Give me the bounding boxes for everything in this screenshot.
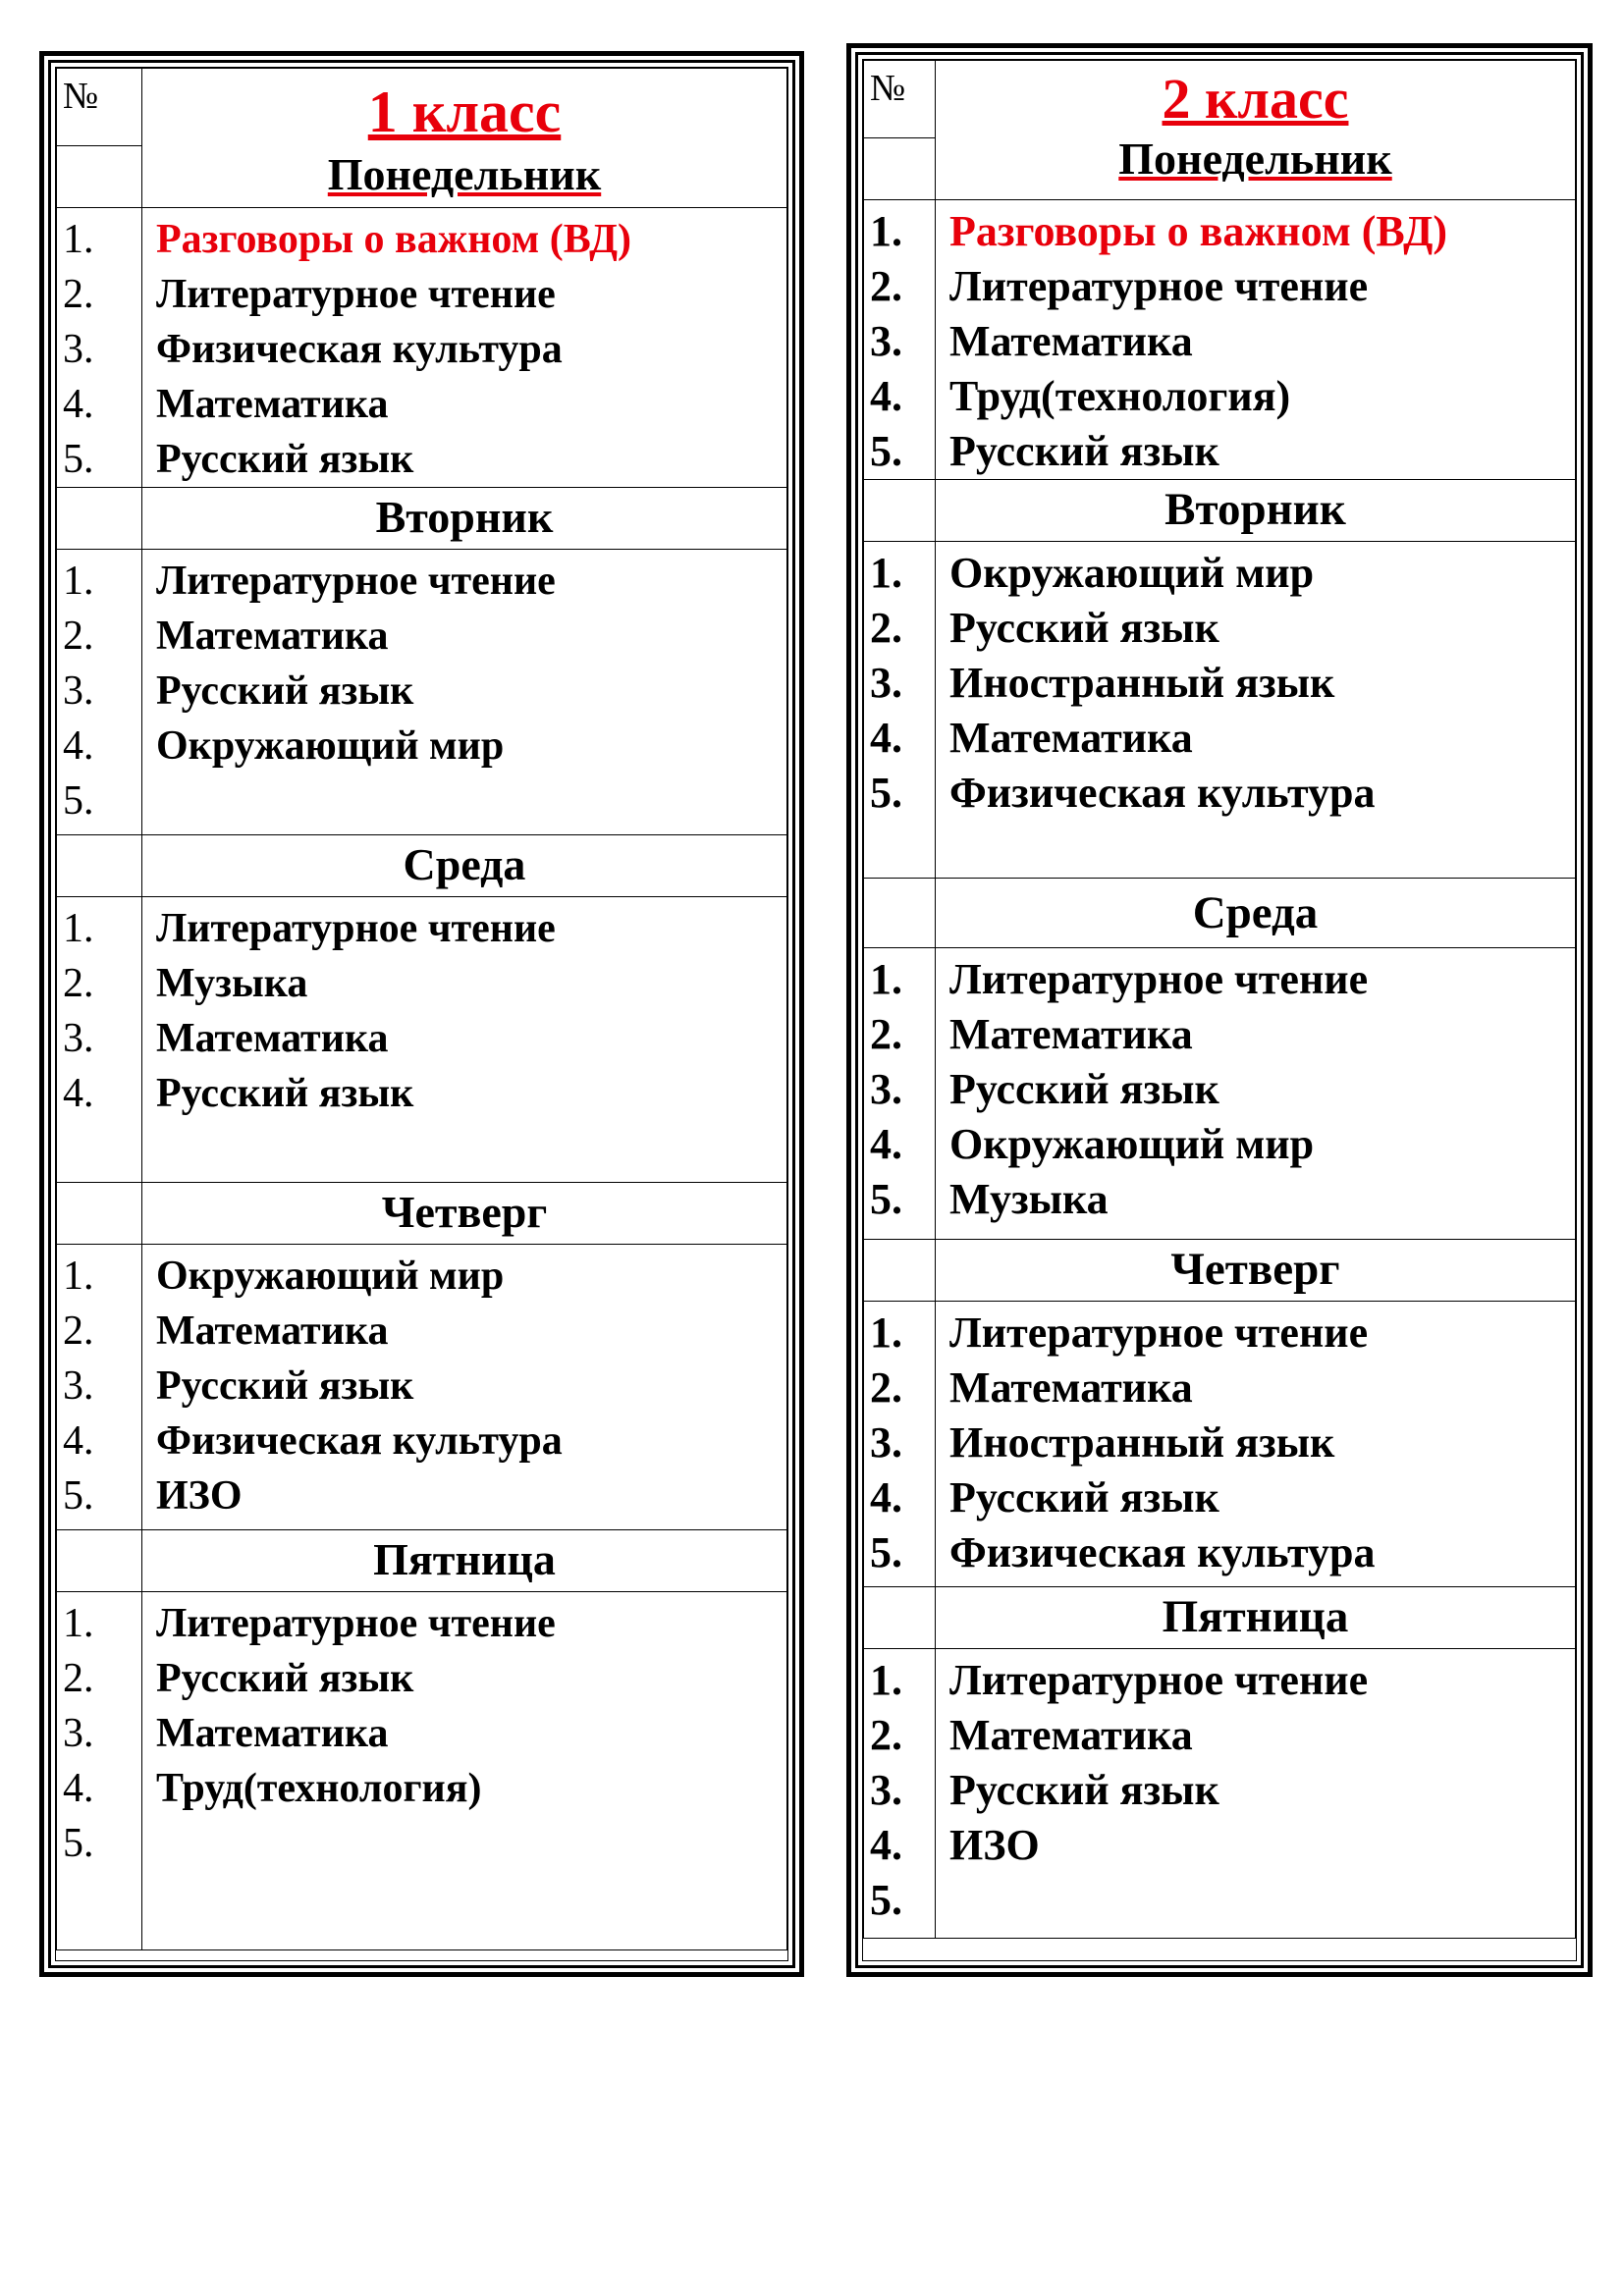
empty-cell [57, 488, 142, 550]
lesson-numbers [57, 1592, 142, 1950]
lesson-number: 3. [63, 1016, 94, 1061]
lesson-item: Математика [156, 382, 389, 427]
lesson-number: 5. [870, 1175, 902, 1223]
lesson-item: Окружающий мир [949, 1120, 1315, 1168]
lesson-list [936, 948, 1576, 1240]
lesson-number: 3. [63, 668, 94, 714]
lesson-item: Русский язык [156, 1656, 414, 1701]
lesson-list [142, 1592, 787, 1950]
lesson-number: 3. [63, 1711, 94, 1756]
lesson-item: Математика [156, 1016, 389, 1061]
day-title: Понедельник [327, 149, 602, 199]
lesson-numbers [864, 200, 936, 480]
empty-cell [864, 1587, 936, 1649]
lesson-number: 4. [63, 1071, 94, 1116]
lesson-number: 1. [870, 207, 902, 255]
lesson-item: Литературное чтение [949, 1308, 1369, 1357]
lesson-item: Окружающий мир [949, 549, 1315, 597]
lesson-numbers [864, 948, 936, 1240]
class-title-text: 1 класс [367, 80, 562, 144]
day-title: Пятница [142, 1530, 787, 1592]
lesson-number: 3. [63, 1363, 94, 1409]
lesson-numbers [57, 897, 142, 1183]
lesson-number: 5. [870, 1876, 902, 1924]
day-title: Четверг [936, 1240, 1576, 1302]
lesson-item: Литературное чтение [949, 262, 1369, 310]
lesson-number: 1. [870, 549, 902, 597]
lesson-number: 5. [870, 769, 902, 817]
lesson-number: 5. [63, 437, 94, 482]
lesson-number: 3. [870, 659, 902, 707]
lesson-list [142, 897, 787, 1183]
class-title [142, 69, 787, 208]
lesson-item: Иностранный язык [949, 1418, 1335, 1467]
lesson-item: Физическая культура [156, 1418, 563, 1464]
lesson-item: Иностранный язык [949, 659, 1335, 707]
lesson-number: 3. [870, 1065, 902, 1113]
lesson-number: 5. [63, 778, 94, 824]
lesson-number: 1. [870, 1656, 902, 1704]
lesson-item: Русский язык [156, 1363, 414, 1409]
lesson-item: Математика [156, 614, 389, 659]
lesson-numbers [864, 1302, 936, 1587]
lesson-number: 4. [63, 723, 94, 769]
lesson-list [936, 200, 1576, 480]
lesson-list [142, 550, 787, 835]
lesson-numbers [864, 542, 936, 879]
number-header: № [864, 61, 936, 138]
day-title: Пятница [936, 1587, 1576, 1649]
empty-cell [864, 480, 936, 542]
lesson-number: 3. [870, 317, 902, 365]
lesson-item: Русский язык [156, 437, 414, 482]
lesson-item [156, 1816, 786, 1871]
lesson-numbers [57, 208, 142, 488]
lesson-item: ИЗО [156, 1473, 243, 1519]
class-1-schedule-table [56, 68, 787, 1950]
lesson-list [936, 542, 1576, 879]
empty-cell [57, 146, 142, 208]
day-title: Вторник [142, 488, 787, 550]
empty-cell [864, 1240, 936, 1302]
lesson-number: 4. [870, 714, 902, 762]
lesson-number: 2. [63, 614, 94, 659]
lesson-item: Математика [949, 1010, 1193, 1058]
lesson-item: Окружающий мир [156, 723, 505, 769]
day-title: Среда [142, 835, 787, 897]
empty-cell [57, 835, 142, 897]
lesson-number: 4. [870, 1120, 902, 1168]
lesson-number: 4. [63, 1418, 94, 1464]
lesson-number: 5. [63, 1473, 94, 1519]
lesson-item [156, 774, 786, 828]
lesson-item: Литературное чтение [156, 906, 556, 951]
lesson-number: 3. [63, 327, 94, 372]
empty-cell [864, 138, 936, 200]
lesson-item: Математика [156, 1711, 389, 1756]
lesson-number: 2. [870, 1363, 902, 1412]
number-header: № [57, 69, 142, 146]
day-title: Среда [936, 879, 1576, 948]
lesson-number: 2. [63, 1308, 94, 1354]
lesson-numbers [57, 550, 142, 835]
lesson-number: 1. [63, 1601, 94, 1646]
lesson-item: Литературное чтение [949, 955, 1369, 1003]
lesson-numbers [864, 1649, 936, 1939]
lesson-number: 2. [870, 604, 902, 652]
lesson-item: Русский язык [156, 668, 414, 714]
class-title-text: 2 класс [1162, 67, 1349, 131]
lesson-item: Русский язык [949, 1065, 1219, 1113]
lesson-number: 4. [870, 1473, 902, 1522]
lesson-number: 1. [63, 217, 94, 262]
lesson-list [142, 1245, 787, 1530]
lesson-item: Разговоры о важном (ВД) [156, 217, 631, 262]
lesson-list [142, 208, 787, 488]
lesson-number: 3. [870, 1766, 902, 1814]
lesson-item: Литературное чтение [156, 272, 556, 317]
lesson-item: Окружающий мир [156, 1254, 505, 1299]
class-1-schedule-frame [39, 51, 804, 1977]
lesson-numbers [57, 1245, 142, 1530]
lesson-number: 3. [870, 1418, 902, 1467]
lesson-item: Физическая культура [156, 327, 563, 372]
lesson-number: 1. [870, 955, 902, 1003]
lesson-number: 1. [63, 559, 94, 604]
lesson-item: Труд(технология) [949, 372, 1291, 420]
lesson-number: 2. [870, 1010, 902, 1058]
lesson-item: Русский язык [949, 604, 1219, 652]
lesson-item: Литературное чтение [156, 1601, 556, 1646]
lesson-number: 5. [63, 1821, 94, 1866]
day-title: Четверг [142, 1183, 787, 1245]
lesson-item: Математика [949, 1363, 1193, 1412]
lesson-number: 4. [63, 382, 94, 427]
lesson-item: Русский язык [949, 427, 1219, 475]
empty-cell [864, 879, 936, 948]
lesson-item: Разговоры о важном (ВД) [949, 207, 1448, 255]
class-title [936, 61, 1576, 200]
lesson-number: 4. [63, 1766, 94, 1811]
lesson-item: ИЗО [949, 1821, 1040, 1869]
lesson-item: Математика [949, 1711, 1193, 1759]
empty-cell [57, 1530, 142, 1592]
lesson-number: 2. [870, 262, 902, 310]
lesson-item: Русский язык [949, 1473, 1219, 1522]
lesson-item: Литературное чтение [949, 1656, 1369, 1704]
lesson-item: Литературное чтение [156, 559, 556, 604]
class-2-schedule-frame [846, 43, 1593, 1977]
lesson-item: Математика [156, 1308, 389, 1354]
lesson-item: Труд(технология) [156, 1766, 482, 1811]
lesson-item: Физическая культура [949, 1528, 1376, 1576]
class-2-schedule-table [863, 60, 1576, 1939]
lesson-number: 2. [63, 961, 94, 1006]
lesson-item: Музыка [156, 961, 308, 1006]
lesson-item: Математика [949, 317, 1193, 365]
lesson-item: Русский язык [949, 1766, 1219, 1814]
lesson-item: Физическая культура [949, 769, 1376, 817]
lesson-number: 1. [63, 1254, 94, 1299]
day-title: Понедельник [1118, 133, 1392, 184]
empty-cell [57, 1183, 142, 1245]
lesson-list [936, 1649, 1576, 1939]
lesson-list [936, 1302, 1576, 1587]
lesson-item: Математика [949, 714, 1193, 762]
lesson-number: 2. [63, 1656, 94, 1701]
lesson-number: 1. [870, 1308, 902, 1357]
lesson-item: Музыка [949, 1175, 1109, 1223]
lesson-item: Русский язык [156, 1071, 414, 1116]
lesson-number: 5. [870, 1528, 902, 1576]
lesson-item [949, 1873, 1575, 1928]
lesson-number: 2. [63, 272, 94, 317]
lesson-number: 4. [870, 372, 902, 420]
lesson-number: 5. [870, 427, 902, 475]
day-title: Вторник [936, 480, 1576, 542]
lesson-number: 1. [63, 906, 94, 951]
lesson-number: 2. [870, 1711, 902, 1759]
lesson-number: 4. [870, 1821, 902, 1869]
